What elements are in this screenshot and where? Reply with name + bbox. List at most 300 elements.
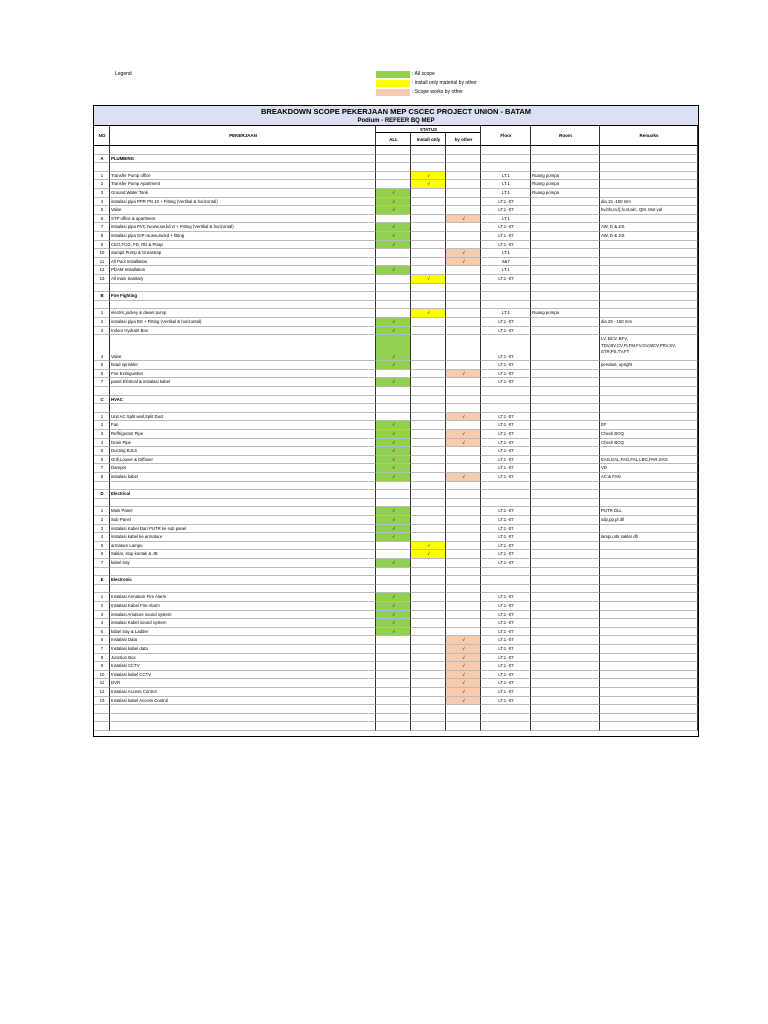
work-item: Fan [110,421,376,430]
work-item: Damper [110,464,376,473]
row-number: 1 [94,413,110,422]
empty-cell [600,722,698,731]
room-cell: Ruang pompa [531,180,600,189]
floor-cell: LT.1 -07 [481,516,531,525]
status-all-cell: √ [376,533,411,542]
status-all-cell: √ [376,318,411,327]
status-install-cell [411,258,446,267]
status-other-cell [446,309,481,318]
remarks-cell [600,309,698,318]
empty-cell [411,146,446,155]
remarks-cell [600,180,698,189]
empty-cell [376,292,411,301]
row-number: 9 [94,662,110,671]
work-item: instalasi pipa BS + Fitting (Vertikal & horizontal) [110,318,376,327]
floor-cell: LT.1 -07 [481,688,531,697]
work-item: DVR [110,679,376,688]
status-other-cell: √ [446,671,481,680]
status-all-cell [376,370,411,379]
remarks-cell [600,249,698,258]
room-cell [531,507,600,516]
row-number: 1 [94,593,110,602]
status-install-cell: √ [411,550,446,559]
status-other-cell [446,602,481,611]
status-other-cell [446,464,481,473]
empty-cell [531,705,600,714]
room-cell [531,439,600,448]
remarks-cell [600,241,698,250]
status-all-cell [376,654,411,663]
remarks-cell [600,172,698,181]
status-other-cell [446,327,481,336]
row-number: 2 [94,602,110,611]
room-cell [531,198,600,207]
status-other-cell [446,593,481,602]
empty-cell [446,585,481,594]
work-item: Transfer Pump Apartment [110,180,376,189]
status-other-cell [446,172,481,181]
status-all-cell: √ [376,198,411,207]
remarks-cell: AW, D & JIS [600,223,698,232]
room-cell [531,611,600,620]
empty-cell [481,585,531,594]
status-all-cell: √ [376,241,411,250]
floor-cell: LT.1 -07 [481,645,531,654]
status-all-cell: √ [376,525,411,534]
remarks-cell: EF [600,421,698,430]
room-cell [531,223,600,232]
status-all-cell [376,413,411,422]
empty-cell [531,396,600,405]
status-all-cell [376,550,411,559]
room-cell [531,430,600,439]
room-cell [531,619,600,628]
status-all-cell: √ [376,189,411,198]
remarks-cell [600,542,698,551]
remarks-cell [600,688,698,697]
row-number: 6 [94,550,110,559]
empty-cell [600,146,698,155]
floor-cell: LT.1 -07 [481,456,531,465]
empty-cell [411,163,446,172]
room-cell [531,550,600,559]
empty-cell [411,576,446,585]
empty-cell [411,499,446,508]
status-install-cell [411,266,446,275]
empty-cell [376,585,411,594]
section-title: Fire Fighting [110,292,376,301]
status-other-cell: √ [446,645,481,654]
status-other-cell [446,223,481,232]
remarks-cell: pendant, upright [600,361,698,370]
work-item: kabel tray & Ladder [110,628,376,637]
room-cell [531,464,600,473]
floor-cell: LT.1 -07 [481,697,531,706]
empty-cell [531,714,600,723]
room-cell [531,593,600,602]
empty-cell [94,482,110,491]
row-number: 1 [94,507,110,516]
floor-cell: LT.1 -07 [481,223,531,232]
work-item: instalasi Kabel Dari PUTR ke sub panel [110,525,376,534]
status-other-cell [446,619,481,628]
status-all-cell: √ [376,421,411,430]
empty-cell [531,490,600,499]
status-other-cell: √ [446,654,481,663]
work-item: instalasi Kabel sound system [110,619,376,628]
status-all-cell [376,215,411,224]
status-other-cell [446,533,481,542]
floor-cell: LT.1 -07 [481,602,531,611]
empty-cell [376,284,411,293]
legend-label: : Scope works by other [412,89,463,95]
remarks-cell [600,645,698,654]
floor-cell: LT.1 -07 [481,636,531,645]
empty-cell [446,404,481,413]
empty-cell [411,490,446,499]
status-other-cell [446,456,481,465]
empty-cell [110,482,376,491]
remarks-cell: VD [600,464,698,473]
room-cell [531,533,600,542]
remarks-cell [600,266,698,275]
room-cell [531,525,600,534]
status-other-cell: √ [446,258,481,267]
empty-cell [446,284,481,293]
row-number: 2 [94,318,110,327]
work-item: Ground Water Tank [110,189,376,198]
status-other-cell: √ [446,473,481,482]
status-other-cell [446,550,481,559]
room-cell [531,378,600,387]
remarks-cell [600,327,698,336]
work-item: STP office & apartment [110,215,376,224]
status-all-cell: √ [376,593,411,602]
room-cell [531,447,600,456]
remarks-cell: Check BOQ [600,430,698,439]
floor-cell: LT.1 -07 [481,327,531,336]
status-other-cell: √ [446,439,481,448]
empty-cell [110,387,376,396]
status-other-cell [446,180,481,189]
status-install-cell [411,645,446,654]
row-number: 7 [94,464,110,473]
work-item: Transfer Pump office [110,172,376,181]
room-cell [531,266,600,275]
room-cell: Ruang pompa [531,172,600,181]
header-pekerjaan: PEKERJAAN [110,126,376,146]
empty-cell [94,585,110,594]
status-install-cell [411,473,446,482]
empty-cell [376,301,411,310]
empty-cell [481,482,531,491]
status-all-cell: √ [376,378,411,387]
floor-cell: LT.1 -07 [481,619,531,628]
status-other-cell [446,378,481,387]
remarks-cell: AW, D & JIS [600,232,698,241]
work-item: Unit AC Split wall,Split Duct [110,413,376,422]
status-install-cell [411,679,446,688]
floor-cell: LT.1 [481,180,531,189]
status-all-cell [376,172,411,181]
status-all-cell: √ [376,507,411,516]
floor-cell: LT.1 -07 [481,198,531,207]
empty-cell [110,705,376,714]
row-number: 4 [94,335,110,361]
header-status: STATUS [376,126,481,133]
status-install-cell [411,516,446,525]
empty-cell [94,722,110,731]
remarks-cell [600,275,698,284]
row-number: 7 [94,559,110,568]
status-other-cell [446,189,481,198]
header-remarks: Remarks [600,126,698,146]
room-cell [531,602,600,611]
empty-cell [531,482,600,491]
empty-cell [531,722,600,731]
work-item: kabel tray [110,559,376,568]
empty-cell [481,387,531,396]
status-install-cell [411,559,446,568]
empty-cell [531,284,600,293]
header-all: ALL [376,133,411,146]
empty-cell [110,404,376,413]
floor-cell: LT.1 -07 [481,525,531,534]
status-all-cell: √ [376,516,411,525]
floor-cell: LT.1 -07 [481,318,531,327]
status-all-cell [376,258,411,267]
empty-cell [94,499,110,508]
section-letter: E [94,576,110,585]
empty-cell [411,155,446,164]
status-all-cell: √ [376,335,411,361]
status-all-cell [376,275,411,284]
row-number: 3 [94,327,110,336]
status-other-cell: √ [446,249,481,258]
floor-cell: LT.1 -07 [481,611,531,620]
empty-cell [531,585,600,594]
work-item: Instalasi kabel data [110,645,376,654]
empty-cell [600,396,698,405]
empty-cell [94,404,110,413]
status-all-cell: √ [376,361,411,370]
work-item: CEO,FCO, FD, RD & Ptrap [110,241,376,250]
header-no: NO [94,126,110,146]
empty-cell [376,714,411,723]
header-room: Room [531,126,600,146]
status-all-cell: √ [376,464,411,473]
row-number: 6 [94,456,110,465]
empty-cell [481,284,531,293]
row-number: 13 [94,275,110,284]
work-item: Instalasi Access Control [110,688,376,697]
floor-cell: LT.1 [481,172,531,181]
remarks-cell [600,447,698,456]
empty-cell [600,301,698,310]
status-install-cell [411,198,446,207]
empty-cell [376,387,411,396]
remarks-cell [600,602,698,611]
section-title: PLUMBING [110,155,376,164]
floor-cell: LT.1 -07 [481,232,531,241]
status-install-cell [411,335,446,361]
status-all-cell [376,636,411,645]
empty-cell [600,568,698,577]
floor-cell: LT.1 -07 [481,473,531,482]
empty-cell [376,404,411,413]
remarks-cell [600,559,698,568]
remarks-cell [600,370,698,379]
empty-cell [531,404,600,413]
empty-cell [600,714,698,723]
remarks-cell [600,215,698,224]
empty-cell [94,163,110,172]
floor-cell: LT.1 -07 [481,507,531,516]
status-install-cell [411,206,446,215]
status-all-cell: √ [376,456,411,465]
status-other-cell: √ [446,697,481,706]
room-cell [531,473,600,482]
empty-cell [481,163,531,172]
remarks-cell: dia 15 -150 mm [600,198,698,207]
work-item: Main Panel [110,507,376,516]
row-number: 3 [94,189,110,198]
work-item: Indoor Hydrant Box [110,327,376,336]
work-item: PDAM Installation [110,266,376,275]
empty-cell [376,568,411,577]
status-install-cell: √ [411,275,446,284]
work-item: instalasi kabel ke armature [110,533,376,542]
room-cell [531,671,600,680]
floor-cell: LT.1 -07 [481,654,531,663]
floor-cell: LT.1 -07 [481,421,531,430]
empty-cell [481,301,531,310]
status-all-cell: √ [376,327,411,336]
work-item: instalasi pipa PPR PN 10 + Fitting (Vertikal & horizontal) [110,198,376,207]
status-all-cell: √ [376,628,411,637]
status-other-cell [446,421,481,430]
room-cell [531,206,600,215]
remarks-cell: LV, BCV, BFV, TDV,BV,CV,FLFM,FV,GV,MCV,PRV,SV, STR,PS,TV,FT [600,335,698,361]
status-other-cell [446,525,481,534]
row-number: 8 [94,232,110,241]
remarks-cell [600,258,698,267]
status-install-cell [411,593,446,602]
floor-cell: LT.1 [481,309,531,318]
empty-cell [376,146,411,155]
floor-cell: LT.1 -07 [481,662,531,671]
work-item: Grill,Louver & Diffuser [110,456,376,465]
status-all-cell: √ [376,430,411,439]
row-number: 11 [94,679,110,688]
room-cell: Ruang pompa [531,189,600,198]
status-all-cell [376,679,411,688]
empty-cell [411,284,446,293]
empty-cell [94,714,110,723]
empty-cell [531,576,600,585]
floor-cell: LT.1 -07 [481,413,531,422]
status-other-cell: √ [446,215,481,224]
room-cell [531,327,600,336]
empty-cell [481,396,531,405]
row-number: 7 [94,223,110,232]
room-cell [531,413,600,422]
remarks-cell: EAG,EAL,FAG,FAL,LBG,PAR,SAG [600,456,698,465]
empty-cell [531,387,600,396]
empty-cell [94,568,110,577]
work-item: Junction Box [110,654,376,663]
status-other-cell [446,447,481,456]
remarks-cell: sdp,pp,pl dll [600,516,698,525]
status-install-cell [411,249,446,258]
legend-label: : All scope [412,71,435,77]
empty-cell [531,163,600,172]
remarks-cell [600,593,698,602]
floor-cell: LT.1 -07 [481,533,531,542]
status-other-cell: √ [446,370,481,379]
status-install-cell: √ [411,172,446,181]
room-cell [531,335,600,361]
empty-cell [600,482,698,491]
empty-cell [600,705,698,714]
empty-cell [531,292,600,301]
room-cell [531,361,600,370]
room-cell [531,688,600,697]
status-all-cell: √ [376,602,411,611]
empty-cell [411,568,446,577]
empty-cell [110,722,376,731]
work-item: Reffrigerant Pipe [110,430,376,439]
floor-cell: LT.1 -07 [481,430,531,439]
empty-cell [376,396,411,405]
room-cell [531,275,600,284]
section-letter: B [94,292,110,301]
status-install-cell [411,611,446,620]
row-number: 1 [94,309,110,318]
row-number: 7 [94,378,110,387]
work-item: Drain Pipe [110,439,376,448]
status-other-cell [446,611,481,620]
work-item: Instalasi kabel CCTV [110,671,376,680]
status-other-cell: √ [446,430,481,439]
status-install-cell [411,636,446,645]
empty-cell [446,705,481,714]
row-number: 6 [94,636,110,645]
empty-cell [110,714,376,723]
status-other-cell: √ [446,679,481,688]
work-item: armature Lampu [110,542,376,551]
room-cell [531,697,600,706]
row-number: 10 [94,249,110,258]
row-number: 7 [94,645,110,654]
empty-cell [110,568,376,577]
empty-cell [481,404,531,413]
status-install-cell [411,232,446,241]
section-title: HVAC [110,396,376,405]
status-other-cell [446,275,481,284]
empty-cell [600,292,698,301]
status-install-cell [411,327,446,336]
empty-cell [600,155,698,164]
empty-cell [110,301,376,310]
row-number: 11 [94,258,110,267]
empty-cell [481,576,531,585]
empty-cell [94,284,110,293]
work-item: Valve [110,206,376,215]
empty-cell [446,155,481,164]
empty-cell [531,155,600,164]
status-all-cell [376,645,411,654]
